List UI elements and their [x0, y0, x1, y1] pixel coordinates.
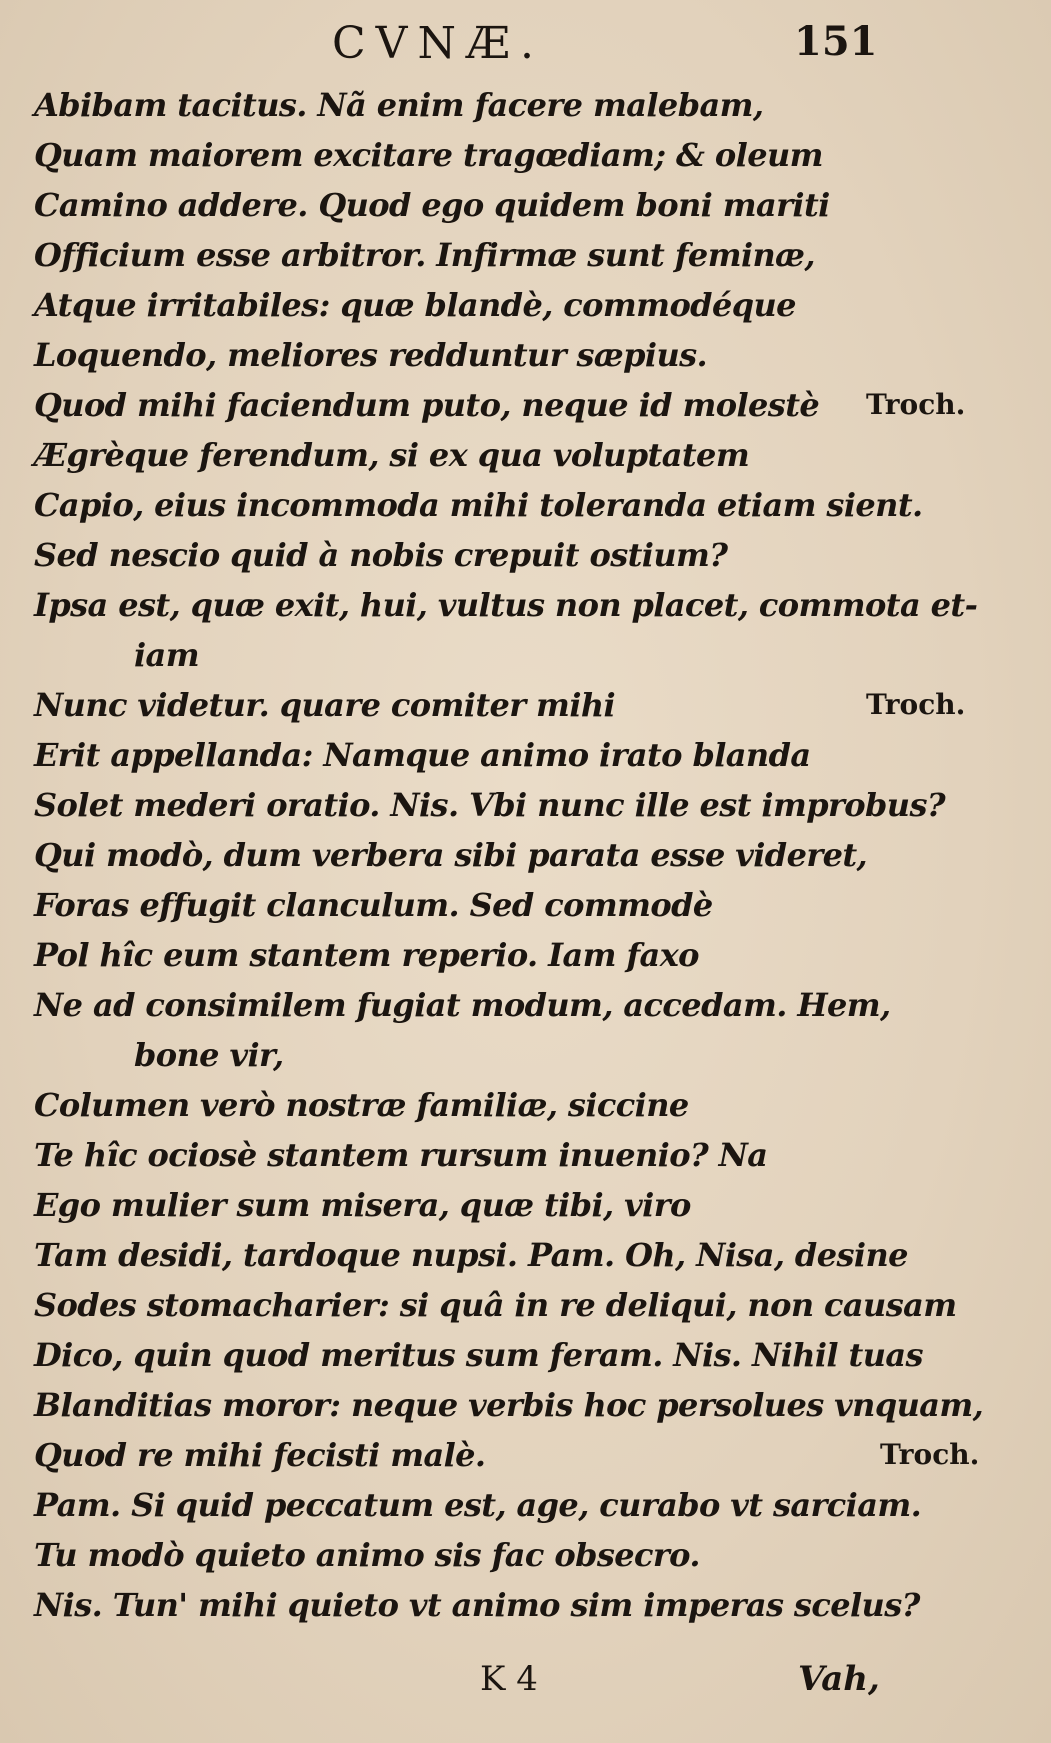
verse-line: [0, 1030, 1051, 1080]
verse-line: [0, 630, 1051, 680]
verse-line: [0, 1530, 1051, 1580]
verse-line: [0, 1480, 1051, 1530]
verse-line: [0, 130, 1051, 180]
margin-note: Troch.: [866, 688, 966, 721]
verse-line-text: Pol hîc eum stantem reperio. Iam faxo: [34, 936, 699, 974]
verse-line: [0, 1280, 1051, 1330]
verse-line: [0, 1180, 1051, 1230]
margin-note: Troch.: [880, 1438, 980, 1471]
verse-line-text: Tu modò quieto animo sis fac obsecro.: [34, 1536, 700, 1574]
verse-line: [0, 1430, 1051, 1480]
verse-line: [0, 730, 1051, 780]
verse-line-text: Nis. Tun' mihi quieto vt animo sim imperas scelus?: [34, 1586, 920, 1624]
verse-line-text: Ipsa est, quæ exit, hui, vultus non placet, commota et-: [34, 586, 978, 624]
running-head: CVNÆ.: [332, 18, 544, 69]
verse-line: [0, 1230, 1051, 1280]
verse-line: [0, 80, 1051, 130]
verse-line-text: Quod re mihi fecisti malè.: [34, 1436, 486, 1474]
verse-line: [0, 180, 1051, 230]
verse-line-text: Sodes stomacharier: si quâ in re deliqui, non causam: [34, 1286, 957, 1324]
verse-line: [0, 830, 1051, 880]
verse-line-text: Ægrèque ferendum, si ex qua voluptatem: [34, 436, 750, 474]
verse-line-text: Nunc videtur. quare comiter mihi: [34, 686, 616, 724]
verse-line-text: Columen verò nostræ familiæ, siccine: [34, 1086, 689, 1124]
verse-line-text: Officium esse arbitror. Infirmæ sunt feminæ,: [34, 236, 815, 274]
verse-line-text: Ego mulier sum misera, quæ tibi, viro: [34, 1186, 691, 1224]
verse-line: [0, 930, 1051, 980]
verse-line-text: iam: [134, 636, 199, 674]
verse-line-text: Foras effugit clanculum. Sed commodè: [34, 886, 713, 924]
verse-line-text: bone vir,: [134, 1036, 284, 1074]
verse-line-text: Solet mederi oratio. Nis. Vbi nunc ille est improbus?: [34, 786, 946, 824]
verse-line-text: Erit appellanda: Namque animo irato blanda: [34, 736, 811, 774]
verse-line-text: Abibam tacitus. Nã enim facere malebam,: [34, 86, 764, 124]
verse-line: [0, 780, 1051, 830]
verse-line-text: Loquendo, meliores redduntur sæpius.: [34, 336, 708, 374]
verse-line: [0, 1130, 1051, 1180]
page-number: 151: [794, 18, 878, 65]
verse-line: [0, 1380, 1051, 1430]
page-footer: [0, 1655, 1051, 1715]
verse-line: [0, 280, 1051, 330]
verse-line-text: Sed nescio quid à nobis crepuit ostium?: [34, 536, 728, 574]
verse-line-text: Blanditias moror: neque verbis hoc persolues vnquam,: [34, 1386, 984, 1424]
verse-line-text: Ne ad consimilem fugiat modum, accedam. Hem,: [34, 986, 891, 1024]
verse-line-text: Atque irritabiles: quæ blandè, commodéque: [34, 286, 796, 324]
verse-line: [0, 380, 1051, 430]
verse-line: [0, 680, 1051, 730]
verse-line: [0, 980, 1051, 1030]
verse-line: [0, 1580, 1051, 1630]
verse-line-text: Quod mihi faciendum puto, neque id molestè: [34, 386, 820, 424]
verse-line: [0, 330, 1051, 380]
verse-line: [0, 580, 1051, 630]
catchword: Vah,: [798, 1659, 880, 1699]
signature-mark: K 4: [480, 1659, 538, 1699]
verse-line-text: Te hîc ociosè stantem rursum inuenio? Na: [34, 1136, 768, 1174]
verse-line: [0, 1080, 1051, 1130]
verse-line-text: Tam desidi, tardoque nupsi. Pam. Oh, Nisa, desine: [34, 1236, 908, 1274]
verse-line-text: Qui modò, dum verbera sibi parata esse videret,: [34, 836, 868, 874]
page-header: [0, 14, 1051, 74]
verse-line-text: Quam maiorem excitare tragœdiam; & oleum: [34, 136, 823, 174]
verse-line-text: Pam. Si quid peccatum est, age, curabo vt sarciam.: [34, 1486, 922, 1524]
verse-line: [0, 880, 1051, 930]
verse-line-text: Camino addere. Quod ego quidem boni mariti: [34, 186, 830, 224]
verse-line: [0, 430, 1051, 480]
verse-line: [0, 230, 1051, 280]
verse-line: [0, 1330, 1051, 1380]
verse-line: [0, 480, 1051, 530]
verse-line-text: Dico, quin quod meritus sum feram. Nis. Nihil tuas: [34, 1336, 923, 1374]
verse-line-text: Capio, eius incommoda mihi toleranda etiam sient.: [34, 486, 923, 524]
verse-line: [0, 530, 1051, 580]
verse-text: [0, 80, 1051, 1630]
margin-note: Troch.: [866, 388, 966, 421]
